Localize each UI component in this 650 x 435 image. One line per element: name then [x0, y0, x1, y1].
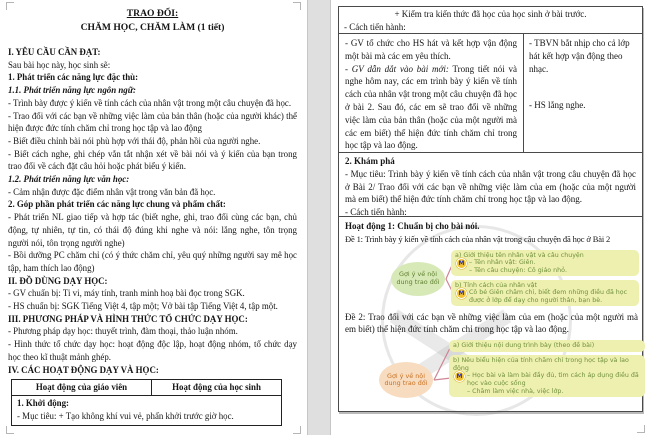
document-page-right: [330, 0, 650, 435]
topic2-text: Đề 2: Trao đổi với các bạn về những việc làm của em (hoặc của một người mà em biết) thể hiện đức tính chăm chỉ trong học tập và lao động.: [345, 311, 638, 335]
section-heading: I. YÊU CẦU CẦN ĐẠT:: [8, 47, 101, 57]
paragraph: - Biết điều chỉnh bài nói phù hợp với thái độ, phản hồi của người nghe.: [8, 135, 261, 146]
box-b-title: b) Tính cách của nhân vật: [455, 281, 538, 289]
paragraph: - GV chuẩn bị: Ti vi, máy tính, tranh minh hoạ bài đọc trong SGK.: [8, 288, 245, 299]
suggestion-box-a: [451, 250, 639, 277]
box-b-item-list: [467, 372, 641, 395]
lesson-title-line1: TRAO ĐỔI:: [126, 8, 179, 19]
suggestion-diagram-1: [345, 250, 638, 308]
item: – Học bài và làm bài đầy đủ, tìm cách áp dụng điều đã học vào cuộc sống: [467, 372, 639, 387]
activities-table: [11, 379, 282, 426]
paragraph: - Biết cách nghe, ghi chép vắn tắt nhận xét về bài nói và ý kiến của bạn trong trao đổi về cách đặt câu hỏi hoặc phát biểu ý kiến.: [8, 148, 297, 172]
lesson-title-line2: CHĂM HỌC, CHĂM LÀM (1 tiết): [80, 22, 225, 33]
suggestion-bubble: Gợi ý về nội dung trao đổi: [391, 262, 445, 296]
activity-step-text: - Mục tiêu: + Tạo không khí vui vẻ, phấn khởi trước giờ học.: [17, 410, 234, 421]
box-a-items: [455, 259, 635, 274]
discover-objective: - Mục tiêu: Trình bày ý kiến về tính cách của nhân vật trong câu chuyện đã học ở Bài 2/ Trao đổi với các bạn về những việc làm của em (hoặc của một người mà em biết) thể hiện đức tính chăm chỉ trong học tập và lao động.: [345, 168, 636, 205]
teacher-activity-cell: [339, 34, 524, 152]
text-boundary-mark: [637, 425, 645, 433]
topic1-text: Đề 1: Trình bày ý kiến về tính cách của nhân vật trong câu chuyện đã học ở Bài 2: [345, 233, 611, 244]
table-row-check: [339, 7, 642, 34]
student-activity-cell: [524, 34, 642, 152]
document-page-left: [0, 0, 308, 435]
suggestion-bubble: Gợi ý về nội dung trao đổi: [379, 362, 433, 398]
box-b-text: Cô bé Giên chăm chỉ, biết đem những điều đã học được ở lớp để dạy cho người thân, bạn bè.: [469, 289, 628, 304]
discover-heading: 2. Khám phá: [345, 156, 395, 166]
table-row-activity1: [339, 217, 642, 420]
section-heading: 2. Góp phần phát triển các năng lực chung và phẩm chất:: [8, 199, 226, 210]
item: – Tên nhân vật: Giên.: [469, 259, 536, 267]
paragraph: - Cảm nhận được đặc điểm nhân vật trong văn bản đã học.: [8, 186, 216, 197]
student-column-header: Hoạt động của học sinh: [172, 382, 261, 393]
suggestion-box-a: a) Giới thiệu nội dung trình bày (theo đề bài): [449, 340, 645, 352]
activities-table-header: [12, 380, 281, 396]
activities-table-continued: [338, 6, 643, 412]
sub-heading: 1.1. Phát triển năng lực ngôn ngữ:: [8, 85, 137, 96]
section-heading: III. PHƯƠNG PHÁP VÀ HÌNH THỨC TỔ CHỨC DẠY HỌC:: [8, 313, 248, 324]
teacher-column-header: Hoạt động của giáo viên: [12, 380, 152, 395]
activity1-heading: Hoạt động 1: Chuẩn bị cho bài nói.: [345, 221, 480, 231]
example-badge-icon: M: [458, 259, 465, 267]
table-row-warmup: [339, 34, 642, 153]
teacher-lead-in: [345, 63, 517, 153]
method-line: - Cách tiến hành:: [344, 21, 406, 32]
lesson-plan-body: [0, 0, 307, 426]
example-badge-icon: M: [458, 289, 465, 297]
paragraph: - Phát triển NL giao tiếp và hợp tác (biết nghe, ghi, trao đổi cùng các bạn, chủ động, tự nhiên, tự tin, có thái độ đúng khi nghe và nói: lắng nghe, tôn trọng người nói, tôn trọng người nghe): [8, 212, 297, 248]
check-knowledge-line: + Kiểm tra kiến thức đã học của học sinh ở bài trước.: [394, 9, 587, 19]
paragraph: - Trình bày được ý kiến về tính cách của nhân vật trong một câu chuyện đã học.: [8, 97, 292, 108]
paragraph: - Hình thức tổ chức dạy học: hoạt động độc lập, hoạt động nhóm, tổ chức dạy học theo kĩ thuật mảnh ghép.: [8, 339, 297, 362]
paragraph: - Bồi dưỡng PC chăm chỉ (có ý thức chăm chỉ, yêu quý những người say mê học tập, ham thích lao động): [8, 250, 297, 273]
box-b-title: b) Nêu biểu hiện của tính chăm chỉ trong học tập và lao động: [453, 357, 629, 372]
paragraph: - Trao đổi với các bạn về những việc làm của bản thân (hoặc của người khác) thể hiện được đức tính chăm chỉ trong học tập và lao động: [8, 110, 297, 134]
suggestion-box-b: [449, 355, 645, 397]
section-heading: IV. CÁC HOẠT ĐỘNG DẠY VÀ HỌC:: [8, 364, 159, 375]
table-row: [12, 396, 281, 425]
sub-heading: 1.2. Phát triển năng lực văn học:: [8, 174, 130, 185]
box-a-title: a) Giới thiệu tên nhân vật và câu chuyện: [455, 251, 584, 259]
lead-in-rest: Trong tiết nói và nghe hôm nay, các em trình bày ý kiến về tính cách của nhân vật trong một câu chuyện đã học ở bài 2. Sau đó, các em sẽ trao đổi về những việc làm của bản thân (hoặc của một người mà các em biết) thể hiện đức tính chăm chỉ trong học tập và lao động.: [345, 63, 517, 151]
lesson-title: [8, 4, 297, 34]
student-activity-text: - HS lắng nghe.: [529, 100, 586, 111]
student-activity-text: - TBVN bắt nhịp cho cả lớp hát kết hợp vận động theo nhạc.: [529, 38, 630, 74]
discover-method: - Cách tiến hành:: [345, 207, 407, 218]
box-a-item-list: [469, 259, 635, 274]
text-boundary-mark: [6, 2, 14, 10]
item: – Chăm làm việc nhà, việc lớp.: [467, 387, 564, 395]
paragraph: - HS chuẩn bị: SGK Tiếng Việt 4, tập một; Vở bài tập Tiếng Việt 4, tập một.: [8, 301, 278, 312]
paragraph: - Phương pháp dạy học: thuyết trình, đàm thoại, thảo luận nhóm.: [8, 326, 238, 337]
activity-step-title: 1. Khởi động:: [17, 397, 70, 408]
box-b-items: [455, 289, 635, 304]
teacher-activity-text: - GV tổ chức cho HS hát và kết hợp vận động một bài mà các em yêu thích.: [345, 38, 517, 61]
suggestion-diagram-2: [345, 340, 638, 420]
text-boundary-mark: [293, 2, 301, 10]
table-row-discover: [339, 153, 642, 217]
text-boundary-mark: [293, 426, 301, 434]
item: – Tên câu chuyện: Cô giáo nhỏ.: [469, 266, 567, 274]
section-heading: II. ĐỒ DÙNG DẠY HỌC:: [8, 275, 108, 286]
suggestion-box-b: [451, 280, 639, 307]
box-b-items: [453, 372, 641, 395]
section-heading: 1. Phát triển các năng lực đặc thù:: [8, 72, 139, 83]
text-boundary-mark: [6, 426, 14, 434]
example-badge-icon: M: [456, 373, 463, 381]
paragraph: Sau bài học này, học sinh sẽ:: [8, 59, 111, 70]
lead-in-italic: - GV dẫn dắt vào bài mới:: [345, 63, 449, 74]
